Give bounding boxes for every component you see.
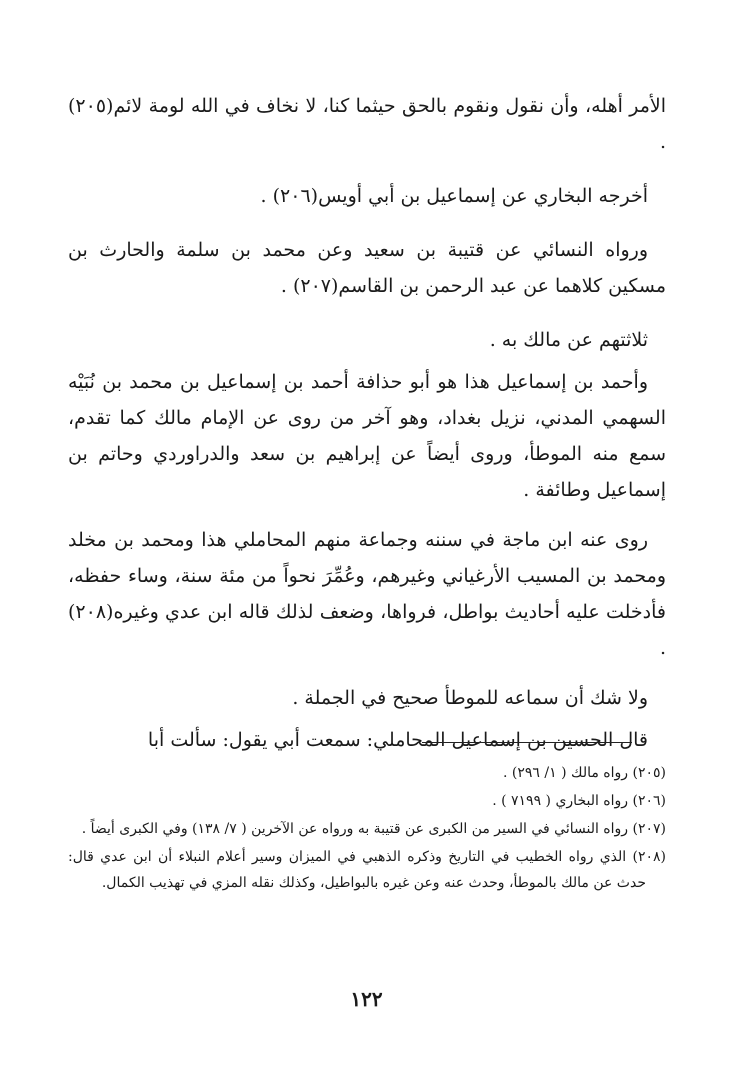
paragraph-8: قال الحسين بن إسماعيل المحاملي: سمعت أبي يقول: سألت أبا xyxy=(147,729,648,751)
footnote-207: (٢٠٧) رواه النسائي في السير من الكبرى عن قتيبة به ورواه عن الآخرين ( ٧/ ١٣٨) وفي الكبرى أيضاً . xyxy=(81,821,666,837)
footnotes xyxy=(68,760,666,898)
footnote-206: (٢٠٦) رواه البخاري ( ٧١٩٩ ) . xyxy=(492,793,666,809)
page-number: ١٢٢ xyxy=(350,987,383,1011)
paragraph-1: الأمر أهله، وأن نقول ونقوم بالحق حيثما كنا، لا نخاف في الله لومة لائم(٢٠٥) . xyxy=(68,95,666,153)
footnote-205: (٢٠٥) رواه مالك ( ١/ ٢٩٦) . xyxy=(503,765,666,781)
paragraph-4: ثلاثتهم عن مالك به . xyxy=(489,329,648,351)
footnote-separator xyxy=(422,742,632,743)
paragraph-7: ولا شك أن سماعه للموطأ صحيح في الجملة . xyxy=(292,687,648,709)
paragraph-5: وأحمد بن إسماعيل هذا هو أبو حذافة أحمد بن إسماعيل بن محمد بن نُبَيْه السهمي المدني، نزيل بغداد، وهو آخر من روى عن الإمام مالك كما تقدم، سمع منه الموطأ، وروى أيضاً عن إبراهيم بن سعد والدراوردي وحاتم بن إسماعيل وطائفة . xyxy=(68,371,666,501)
paragraph-3: ورواه النسائي عن قتيبة بن سعيد وعن محمد بن سلمة والحارث بن مسكين كلاهما عن عبد الرحمن بن القاسم(٢٠٧) . xyxy=(68,239,666,297)
footnote-208: (٢٠٨) الذي رواه الخطيب في التاريخ وذكره الذهبي في الميزان وسير أعلام النبلاء أن ابن عدي قال: حدث عن مالك بالموطأ، وحدث عنه وعن غيره بالبواطيل، وكذلك نقله المزي في تهذيب الكمال. xyxy=(68,849,666,891)
main-text xyxy=(68,88,666,758)
paragraph-6: روى عنه ابن ماجة في سننه وجماعة منهم المحاملي هذا ومحمد بن مخلد ومحمد بن المسيب الأرغياني وغيرهم، وعُمِّرَ نحواً من مئة سنة، وساء حفظه، فأدخلت عليه أحاديث بواطل، فرواها، وضعف لذلك قاله ابن عدي وغيره(٢٠٨) . xyxy=(68,529,666,659)
paragraph-2: أخرجه البخاري عن إسماعيل بن أبي أويس(٢٠٦) . xyxy=(260,185,648,207)
